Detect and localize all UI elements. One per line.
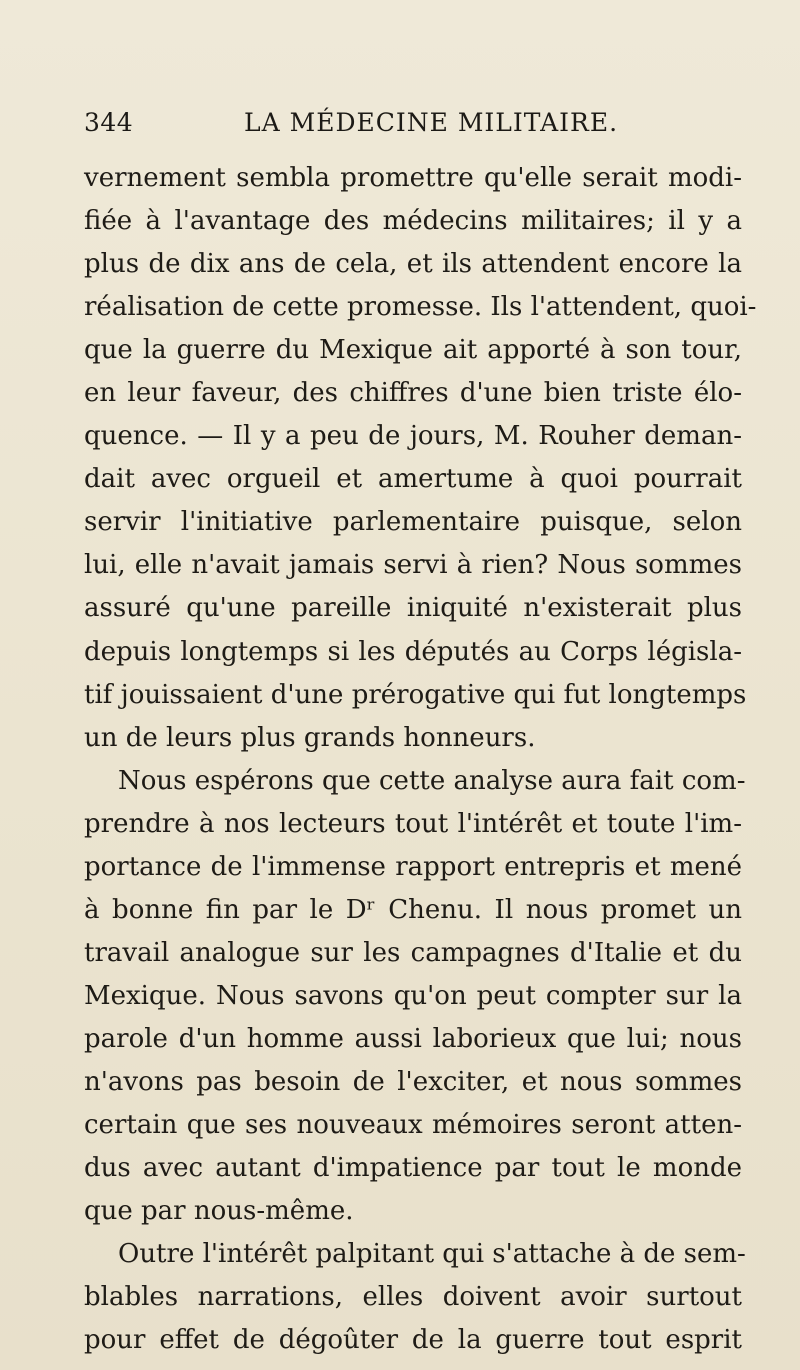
text-line: à bonne fin par le Dʳ Chenu. Il nous promet un	[84, 894, 742, 925]
text-line: en leur faveur, des chiffres d'une bien triste élo-	[84, 378, 742, 409]
text-line: plus de dix ans de cela, et ils attendent encore la	[84, 249, 742, 280]
text-line: assuré qu'une pareille iniquité n'existerait plus	[84, 593, 742, 624]
page-number: 344	[84, 108, 134, 137]
text-line: dus avec autant d'impatience par tout le monde	[84, 1153, 742, 1184]
running-head: LA MÉDECINE MILITAIRE.	[244, 108, 619, 137]
text-line: lui, elle n'avait jamais servi à rien? Nous sommes	[84, 550, 742, 581]
text-line: blables narrations, elles doivent avoir surtout	[84, 1282, 742, 1313]
text-line: que la guerre du Mexique ait apporté à son tour,	[84, 335, 742, 366]
text-line: réalisation de cette promesse. Ils l'attendent, quoi-	[84, 292, 757, 323]
text-line: vernement sembla promettre qu'elle serait modi-	[84, 163, 742, 193]
text-line: certain que ses nouveaux mémoires seront atten-	[84, 1110, 742, 1141]
text-line: Mexique. Nous savons qu'on peut compter sur la	[84, 980, 742, 1011]
text-line: tif jouissaient d'une prérogative qui fut longtemps	[84, 679, 747, 710]
page-header	[84, 108, 724, 148]
text-line: travail analogue sur les campagnes d'Italie et du	[84, 937, 742, 968]
text-line: un de leurs plus grands honneurs.	[84, 722, 536, 753]
text-line: dait avec orgueil et amertume à quoi pourrait	[84, 464, 742, 495]
body-text	[84, 157, 757, 1362]
paragraph-first-line: Outre l'intérêt palpitant qui s'attache à de sem-	[118, 1239, 746, 1270]
text-line: portance de l'immense rapport entrepris et mené	[84, 851, 742, 882]
text-line: que par nous-même.	[84, 1196, 354, 1227]
text-line: pour effet de dégoûter de la guerre tout esprit	[84, 1325, 742, 1356]
paragraph-first-line: Nous espérons que cette analyse aura fait com-	[118, 765, 746, 796]
text-line: quence. — Il y a peu de jours, M. Rouher deman-	[84, 421, 742, 452]
text-line: prendre à nos lecteurs tout l'intérêt et toute l'im-	[84, 808, 742, 839]
text-line: fiée à l'avantage des médecins militaires; il y a	[84, 206, 742, 237]
text-line: servir l'initiative parlementaire puisque, selon	[84, 507, 742, 538]
text-line: n'avons pas besoin de l'exciter, et nous sommes	[84, 1066, 742, 1097]
text-line: parole d'un homme aussi laborieux que lui; nous	[84, 1023, 742, 1054]
text-line: depuis longtemps si les députés au Corps législa-	[84, 636, 742, 667]
